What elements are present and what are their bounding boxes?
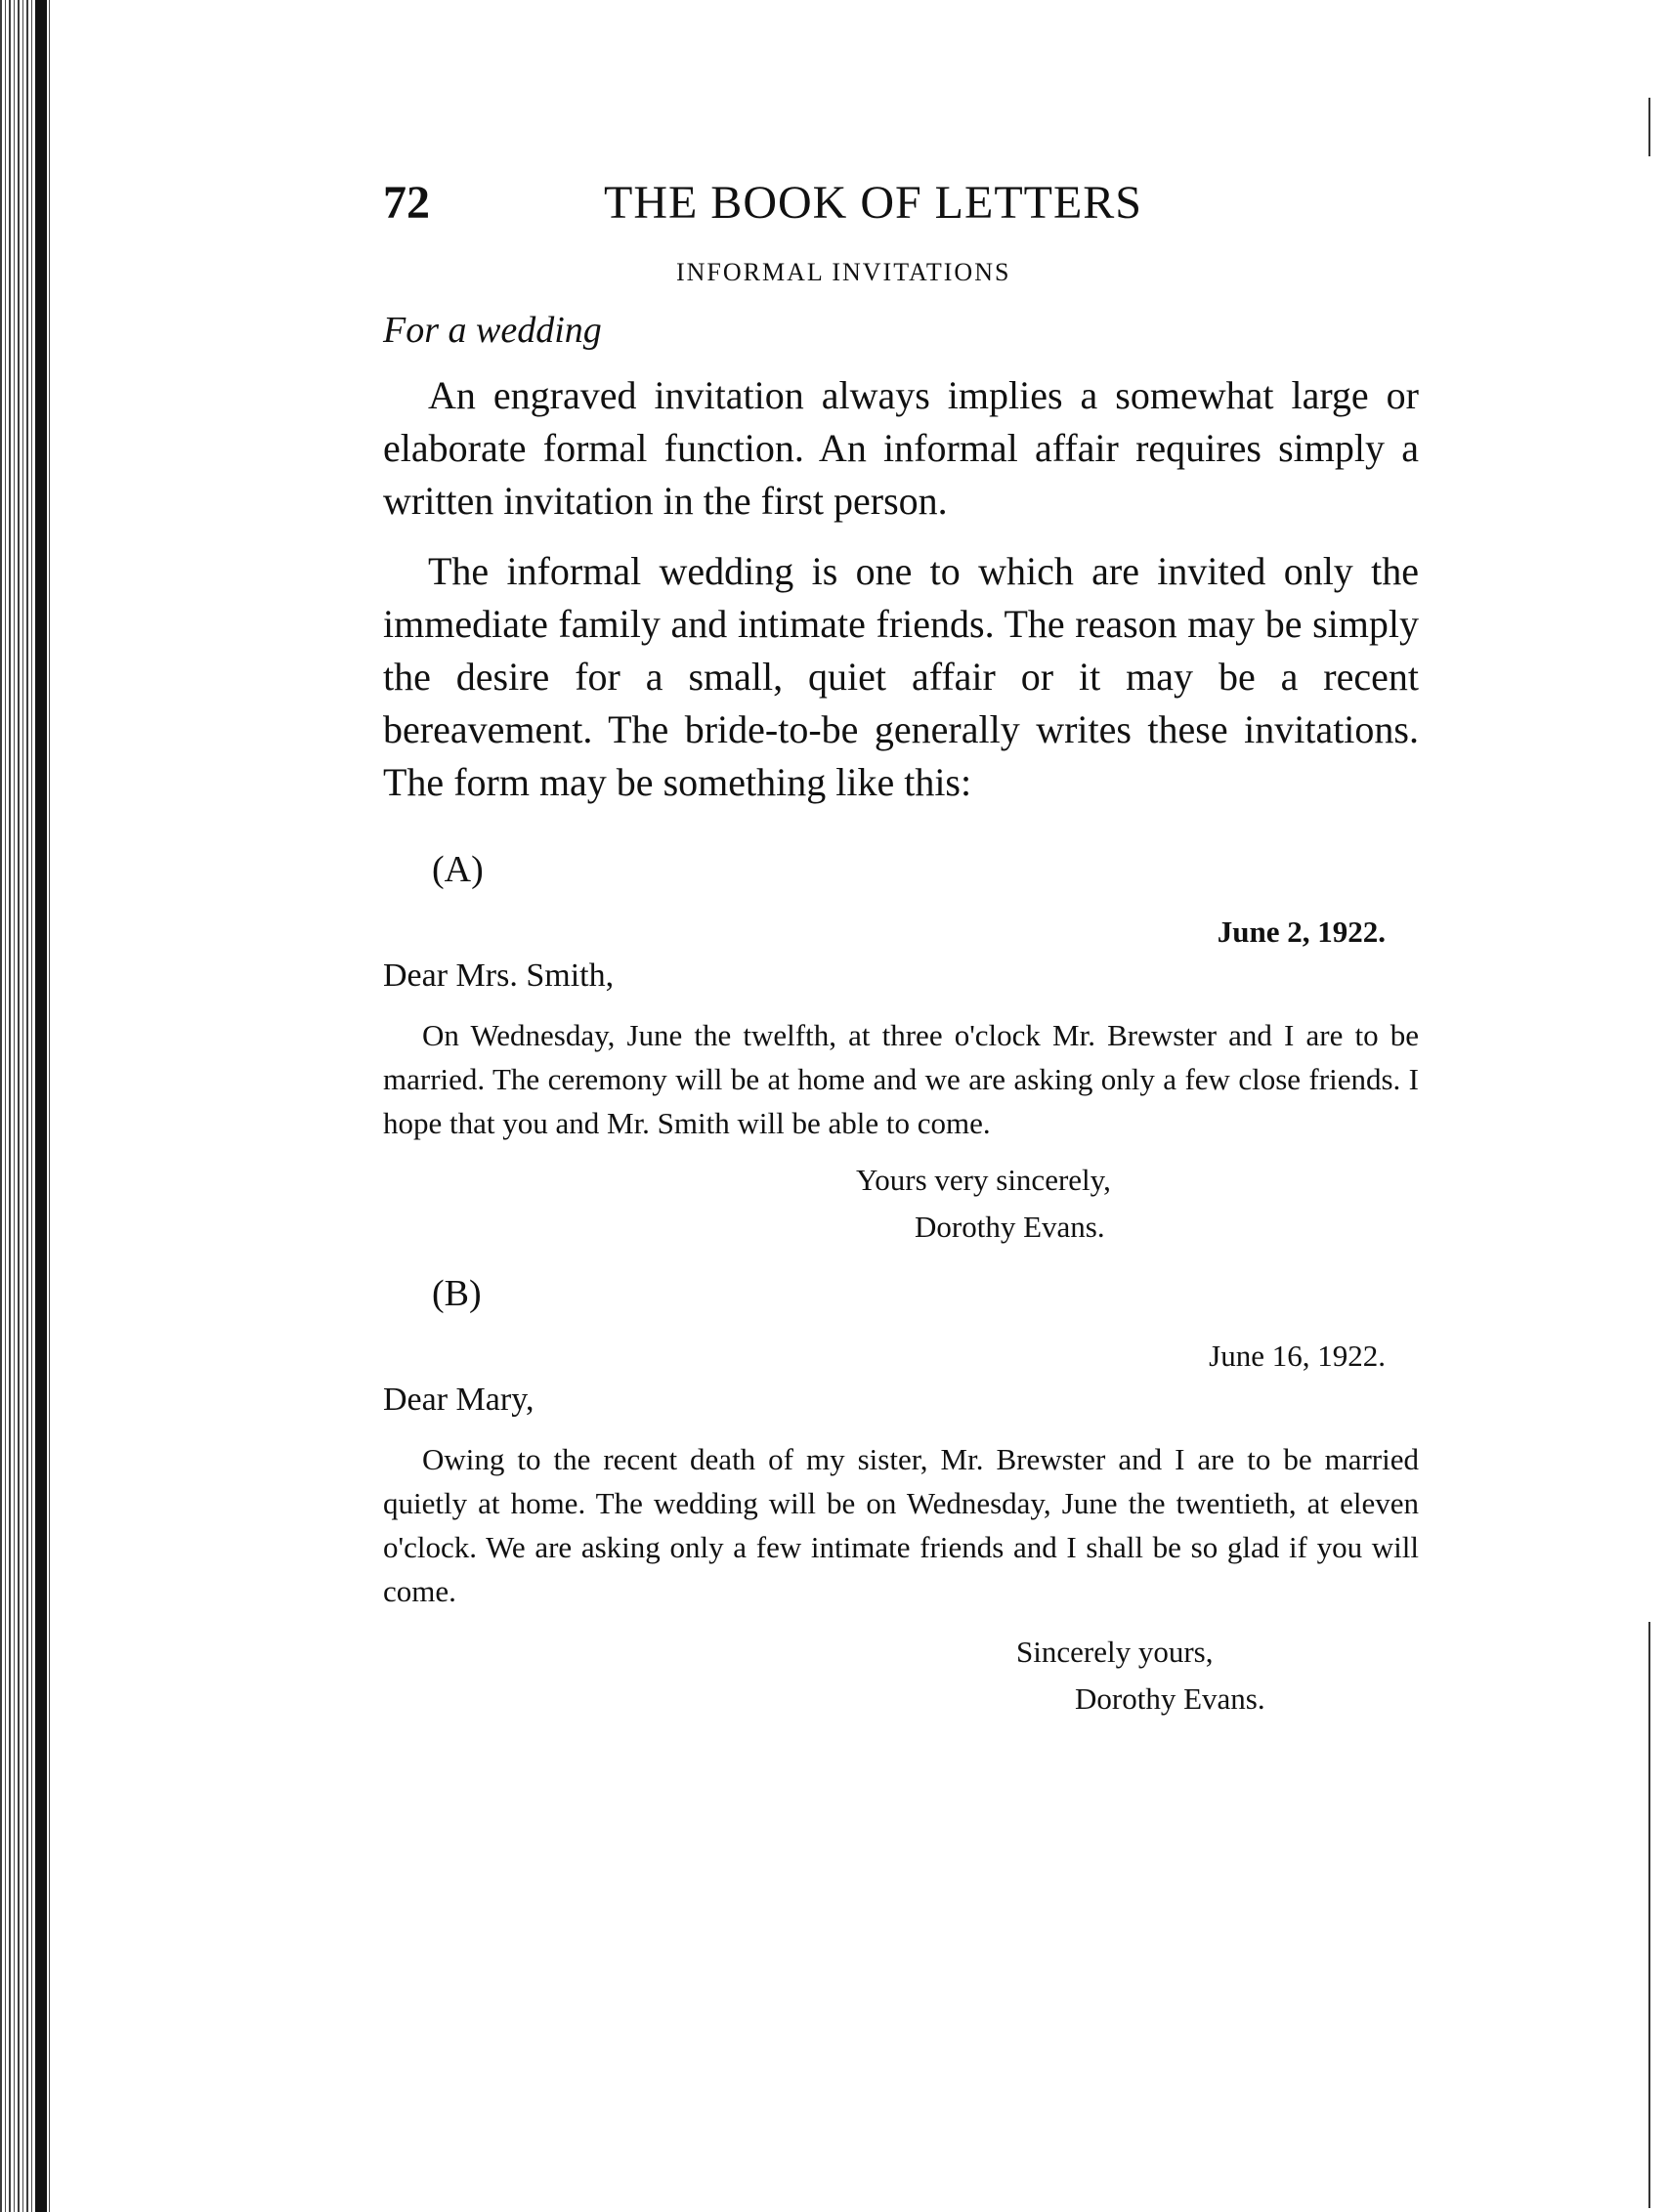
letter-body: On Wednesday, June the twelfth, at three o'clock Mr. Brewster and I are to be married. The ceremony will be at home and we are asking only a few close friends. I hope that you and Mr. Smith will be able to come. xyxy=(383,1018,1419,1140)
letter-closing-block xyxy=(383,1629,1419,1723)
scan-mark xyxy=(1648,98,1650,156)
letter-body: Owing to the recent death of my sister, Mr. Brewster and I are to be married quietly at home. The wedding will be on Wednesday, June the twentieth, at eleven o'clock. We are asking only a few intimate friends and I shall be so glad if you will come. xyxy=(383,1442,1419,1608)
body-paragraph: The informal wedding is one to which are invited only the immediate family and intimate friends. The reason may be simply the desire for a small, quiet affair or it may be a recent bereavement. The bride-to-be generally writes these invitations. The form may be something like this: xyxy=(383,549,1419,804)
letter-closing-block xyxy=(383,1157,1419,1251)
letter-a xyxy=(383,848,1419,1251)
letter-signature: Dorothy Evans. xyxy=(1075,1681,1265,1716)
book-title: THE BOOK OF LETTERS xyxy=(604,177,1142,229)
letter-closing: Sincerely yours, xyxy=(1016,1635,1214,1669)
binding-shadow xyxy=(35,0,47,2212)
body-paragraph: An engraved invitation always implies a somewhat large or elaborate formal function. An informal affair requires simply a written invitation in the first person. xyxy=(383,373,1419,523)
letter-label: (A) xyxy=(432,849,484,890)
book-page xyxy=(383,166,1419,1723)
letter-salutation: Dear Mrs. Smith, xyxy=(383,957,615,994)
page-number: 72 xyxy=(383,177,430,229)
letter-salutation: Dear Mary, xyxy=(383,1382,535,1418)
letter-date: June 2, 1922. xyxy=(1217,915,1386,949)
section-heading: INFORMAL INVITATIONS xyxy=(676,258,1011,286)
running-head xyxy=(383,166,1419,234)
letter-signature: Dorothy Evans. xyxy=(915,1210,1105,1244)
letter-label: (B) xyxy=(432,1273,482,1314)
letter-b xyxy=(383,1272,1419,1723)
subheading: For a wedding xyxy=(383,310,602,351)
letter-date: June 16, 1922. xyxy=(1209,1339,1386,1373)
letter-closing: Yours very sincerely, xyxy=(856,1163,1111,1197)
scan-mark xyxy=(1648,1622,1650,2208)
